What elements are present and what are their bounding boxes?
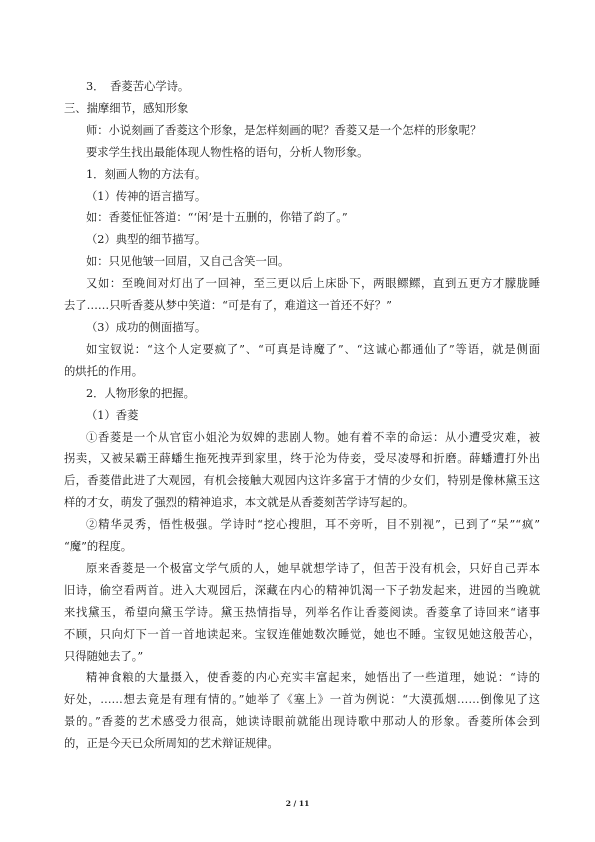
text-line: 的，正是今天已众所周知的艺术辩证规律。 (64, 737, 279, 751)
text-line: 只得随她去了。” (64, 649, 144, 663)
text-line: （1）香菱 (86, 408, 139, 422)
text-line: （3）成功的侧面描写。 (86, 320, 207, 334)
text-line: 3． 香菱苦心学诗。 (86, 80, 190, 93)
text-line: 来找黛玉，希望向黛玉学诗。黛玉热情指导，列举名作让香菱阅读。香菱拿了诗回来“诸事 (64, 605, 540, 619)
text-line: ①香菱是一个从官宦小姐沦为奴婢的悲剧人物。她有着不幸的命运：从小遭受灾难，被 (86, 430, 540, 444)
text-line: 要求学生找出最能体现人物性格的语句，分析人物形象。 (86, 145, 369, 159)
text-line: 不顾，只向灯下一首一首地读起来。宝钗连催她数次睡觉，她也不睡。宝钗见她这般苦心， (64, 627, 540, 641)
text-line: 师：小说刻画了香菱这个形象，是怎样刻画的呢？香菱又是一个怎样的形象呢？ (86, 123, 482, 137)
text-line: 如宝钗说：“这个人定要疯了”、“可真是诗魔了”、“这诚心都通仙了”等语，就是侧面 (86, 342, 540, 356)
text-line: 后，香菱借此进了大观园，有机会接触大观园内这许多富于才情的少女们，特别是像林黛玉这 (64, 474, 540, 488)
text-line: ②精华灵秀，悟性极强。学诗时“挖心搜胆，耳不旁听，目不别视”，已到了“呆”“疯” (86, 518, 540, 532)
text-line: 精神食粮的大量摄入，使香菱的内心充实丰富起来，她悟出了一些道理，她说：“诗的 (86, 671, 540, 685)
text-line: 1．刻画人物的方法有。 (86, 167, 207, 181)
text-line: “魔”的程度。 (64, 540, 133, 554)
text-line: （1）传神的语言描写。 (86, 189, 207, 203)
text-line: 好处，……想去竟是有理有情的。”她举了《塞上》一首为例说：“大漠孤烟……倒像见了这 (64, 693, 540, 707)
page-body-text (64, 76, 540, 755)
text-line: （2）典型的细节描写。 (86, 233, 207, 247)
text-line: 旧诗，偷空看两首。进入大观园后，深藏在内心的精神饥渴一下子勃发起来，进园的当晚就 (64, 583, 540, 597)
text-line: 景的。”香菱的艺术感受力很高，她读诗眼前就能出现诗歌中那动人的形象。香菱所体会到 (64, 715, 540, 729)
text-line: 如：只见他皱一回眉，又自己含笑一回。 (86, 255, 290, 269)
page-number: 2 / 11 (285, 799, 310, 808)
text-line: 又如：至晚间对灯出了一回神，至三更以后上床卧下，两眼鳏鳏，直到五更方才朦胧睡 (86, 277, 540, 291)
text-line: 样的才女，萌发了强烈的精神追求，本文就是从香菱刻苦学诗写起的。 (64, 496, 415, 510)
text-line: 去了……只听香菱从梦中笑道：“可是有了，难道这一首还不好？” (64, 299, 392, 313)
text-line: 三、揣摩细节，感知形象 (64, 101, 189, 115)
text-line: 如：香菱怔怔答道：“‘闲’是十五删的，你错了韵了。” (86, 211, 348, 225)
text-line: 2．人物形象的把握。 (86, 386, 195, 400)
text-line: 拐卖，又被呆霸王薛蟠生拖死拽弄到家里，终于沦为侍妾，受尽凌辱和折磨。薛蟠遭打外出 (64, 452, 540, 466)
text-line: 的烘托的作用。 (64, 364, 144, 378)
text-line: 原来香菱是一个极富文学气质的人，她早就想学诗了，但苦于没有机会，只好自己弄本 (86, 561, 540, 575)
